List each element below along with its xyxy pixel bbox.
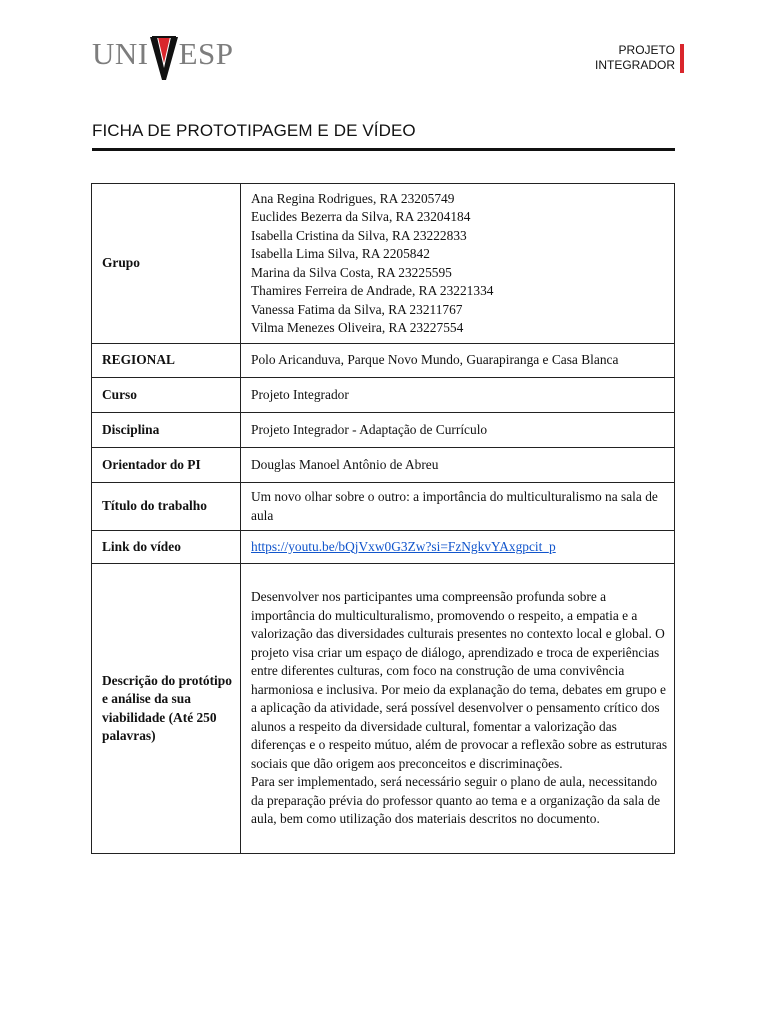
label-disciplina: Disciplina [92, 413, 241, 448]
value-titulo: Um novo olhar sobre o outro: a importância do multiculturalismo na sala de aula [241, 483, 675, 531]
table-row-orientador [92, 448, 675, 483]
logo-v-mark-icon [150, 36, 178, 80]
logo-text-right: ESP [178, 36, 234, 71]
project-tag-line1: PROJETO [618, 43, 675, 57]
univesp-logo [92, 36, 234, 82]
table-row-regional [92, 344, 675, 378]
member-item: Isabella Lima Silva, RA 2205842 [251, 246, 430, 261]
value-descricao [241, 564, 675, 854]
description-paragraph-2: Para ser implementado, será necessário seguir o plano de aula, necessitando da preparação prévia do professor quanto ao tema e a organização da sala de aula, bem como utilização dos materiais descritos no documento. [251, 774, 661, 827]
value-disciplina: Projeto Integrador - Adaptação de Currículo [241, 413, 675, 448]
label-regional: REGIONAL [92, 344, 241, 378]
label-link: Link do vídeo [92, 531, 241, 564]
table-row-descricao [92, 564, 675, 854]
table-row-titulo [92, 483, 675, 531]
value-link [241, 531, 675, 564]
label-descricao: Descrição do protótipo e análise da sua viabilidade (Até 250 palavras) [92, 564, 241, 854]
member-item: Thamires Ferreira de Andrade, RA 23221334 [251, 283, 494, 298]
label-orientador: Orientador do PI [92, 448, 241, 483]
video-link[interactable]: https://youtu.be/bQjVxw0G3Zw?si=FzNgkvYAxgpcit_p [251, 538, 556, 554]
member-item: Vilma Menezes Oliveira, RA 23227554 [251, 320, 464, 335]
member-item: Ana Regina Rodrigues, RA 23205749 [251, 190, 455, 206]
member-item: Vanessa Fatima da Silva, RA 23211767 [251, 301, 463, 317]
value-regional: Polo Aricanduva, Parque Novo Mundo, Guarapiranga e Casa Blanca [241, 344, 675, 378]
page-title: FICHA DE PROTOTIPAGEM E DE VÍDEO [92, 121, 675, 151]
value-orientador: Douglas Manoel Antônio de Abreu [241, 448, 675, 483]
project-tag [575, 43, 684, 73]
value-curso: Projeto Integrador [241, 378, 675, 413]
table-row-disciplina [92, 413, 675, 448]
member-item: Marina da Silva Costa, RA 23225595 [251, 264, 452, 280]
member-item: Isabella Cristina da Silva, RA 23222833 [251, 227, 467, 243]
table-row-grupo [92, 184, 675, 344]
table-row-link [92, 531, 675, 564]
table-row-curso [92, 378, 675, 413]
member-item: Euclides Bezerra da Silva, RA 23204184 [251, 209, 471, 224]
project-tag-red-bar [680, 44, 684, 73]
logo-text-left: UNI [92, 36, 149, 71]
prototype-sheet-table [91, 183, 675, 854]
description-paragraph-1: Desenvolver nos participantes uma compreensão profunda sobre a importância do multiculturalismo, promovendo o respeito, a empatia e a valorização das diversidades culturais presentes no contexto local e global. O projeto visa criar um espaço de diálogo, aprendizado e troca de experiências entre diferentes culturas, com foco na construção de uma convivência harmoniosa e inclusiva. Por meio da explanação do tema, debates em grupo e a aplicação da atividade, será possível desenvolver o pensamento crítico dos alunos a respeito da diversidade cultural, fomentar a valorização das diferenças e o respeito mútuo, além de provocar a reflexão sobre as estruturas sociais que dão origem aos preconceitos e discriminações. [251, 589, 668, 771]
project-tag-line2: INTEGRADOR [594, 58, 675, 72]
label-curso: Curso [92, 378, 241, 413]
value-grupo-members [241, 184, 675, 344]
label-titulo: Título do trabalho [92, 483, 241, 531]
label-grupo: Grupo [92, 184, 241, 344]
